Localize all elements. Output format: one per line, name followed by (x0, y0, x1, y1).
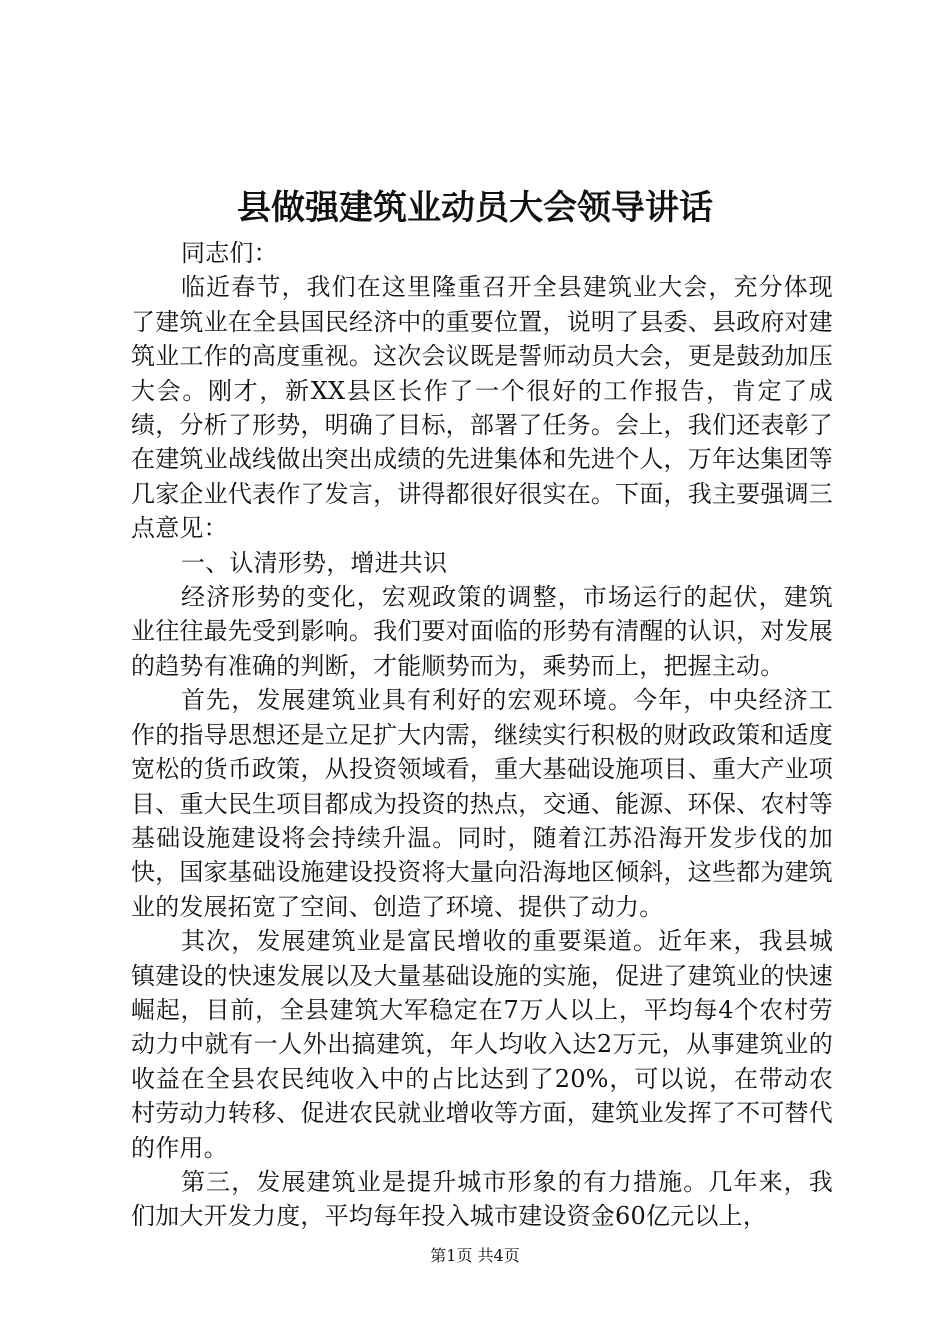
body-paragraph: 经济形势的变化，宏观政策的调整，市场运行的起伏，建筑业往往最先受到影响。我们要对面临的形势有清醒的认识，对发展的趋势有准确的判断，才能顺势而为，乘势而上，把握主动。 (131, 583, 833, 680)
salutation-paragraph: 同志们： (181, 239, 278, 267)
page-number-footer: 第1页 共4页 (430, 1246, 520, 1265)
body-paragraph: 第三，发展建筑业是提升城市形象的有力措施。几年来，我们加大开发力度，平均每年投入城市建设资金60亿元以上， (131, 1167, 833, 1231)
intro-paragraph: 临近春节，我们在这里隆重召开全县建筑业大会，充分体现了建筑业在全县国民经济中的重要位置，说明了县委、县政府对建筑业工作的高度重视。这次会议既是誓师动员大会，更是鼓劲加压大会。刚才，新XX县区长作了一个很好的工作报告，肯定了成绩，分析了形势，明确了目标，部署了任务。会上，我们还表彰了在建筑业战线做出突出成绩的先进集体和先进个人，万年达集团等几家企业代表作了发言，讲得都很好很实在。下面，我主要强调三点意见： (131, 273, 833, 543)
body-paragraph: 首先，发展建筑业具有利好的宏观环境。今年，中央经济工作的指导思想还是立足扩大内需，继续实行积极的财政政策和适度宽松的货币政策，从投资领域看，重大基础设施项目、重大产业项目、重大民生项目都成为投资的热点，交通、能源、环保、农村等基础设施建设将会持续升温。同时，随着江苏沿海开发步伐的加快，国家基础设施建设投资将大量向沿海地区倾斜，这些都为建筑业的发展拓宽了空间、创造了环境、提供了动力。 (131, 686, 833, 921)
section-heading: 一、认清形势，增进共识 (181, 548, 448, 577)
body-paragraph: 其次，发展建筑业是富民增收的重要渠道。近年来，我县城镇建设的快速发展以及大量基础设施的实施，促进了建筑业的快速崛起，目前，全县建筑大军稳定在7万人以上，平均每4个农村劳动力中就有一人外出搞建筑，年人均收入达2万元，从事建筑业的收益在全县农民纯收入中的占比达到了20%，可以说，在带动农村劳动力转移、促进农民就业增收等方面，建筑业发挥了不可替代的作用。 (131, 927, 833, 1162)
document-body (131, 236, 833, 1234)
document-title: 县做强建筑业动员大会领导讲话 (237, 188, 713, 228)
